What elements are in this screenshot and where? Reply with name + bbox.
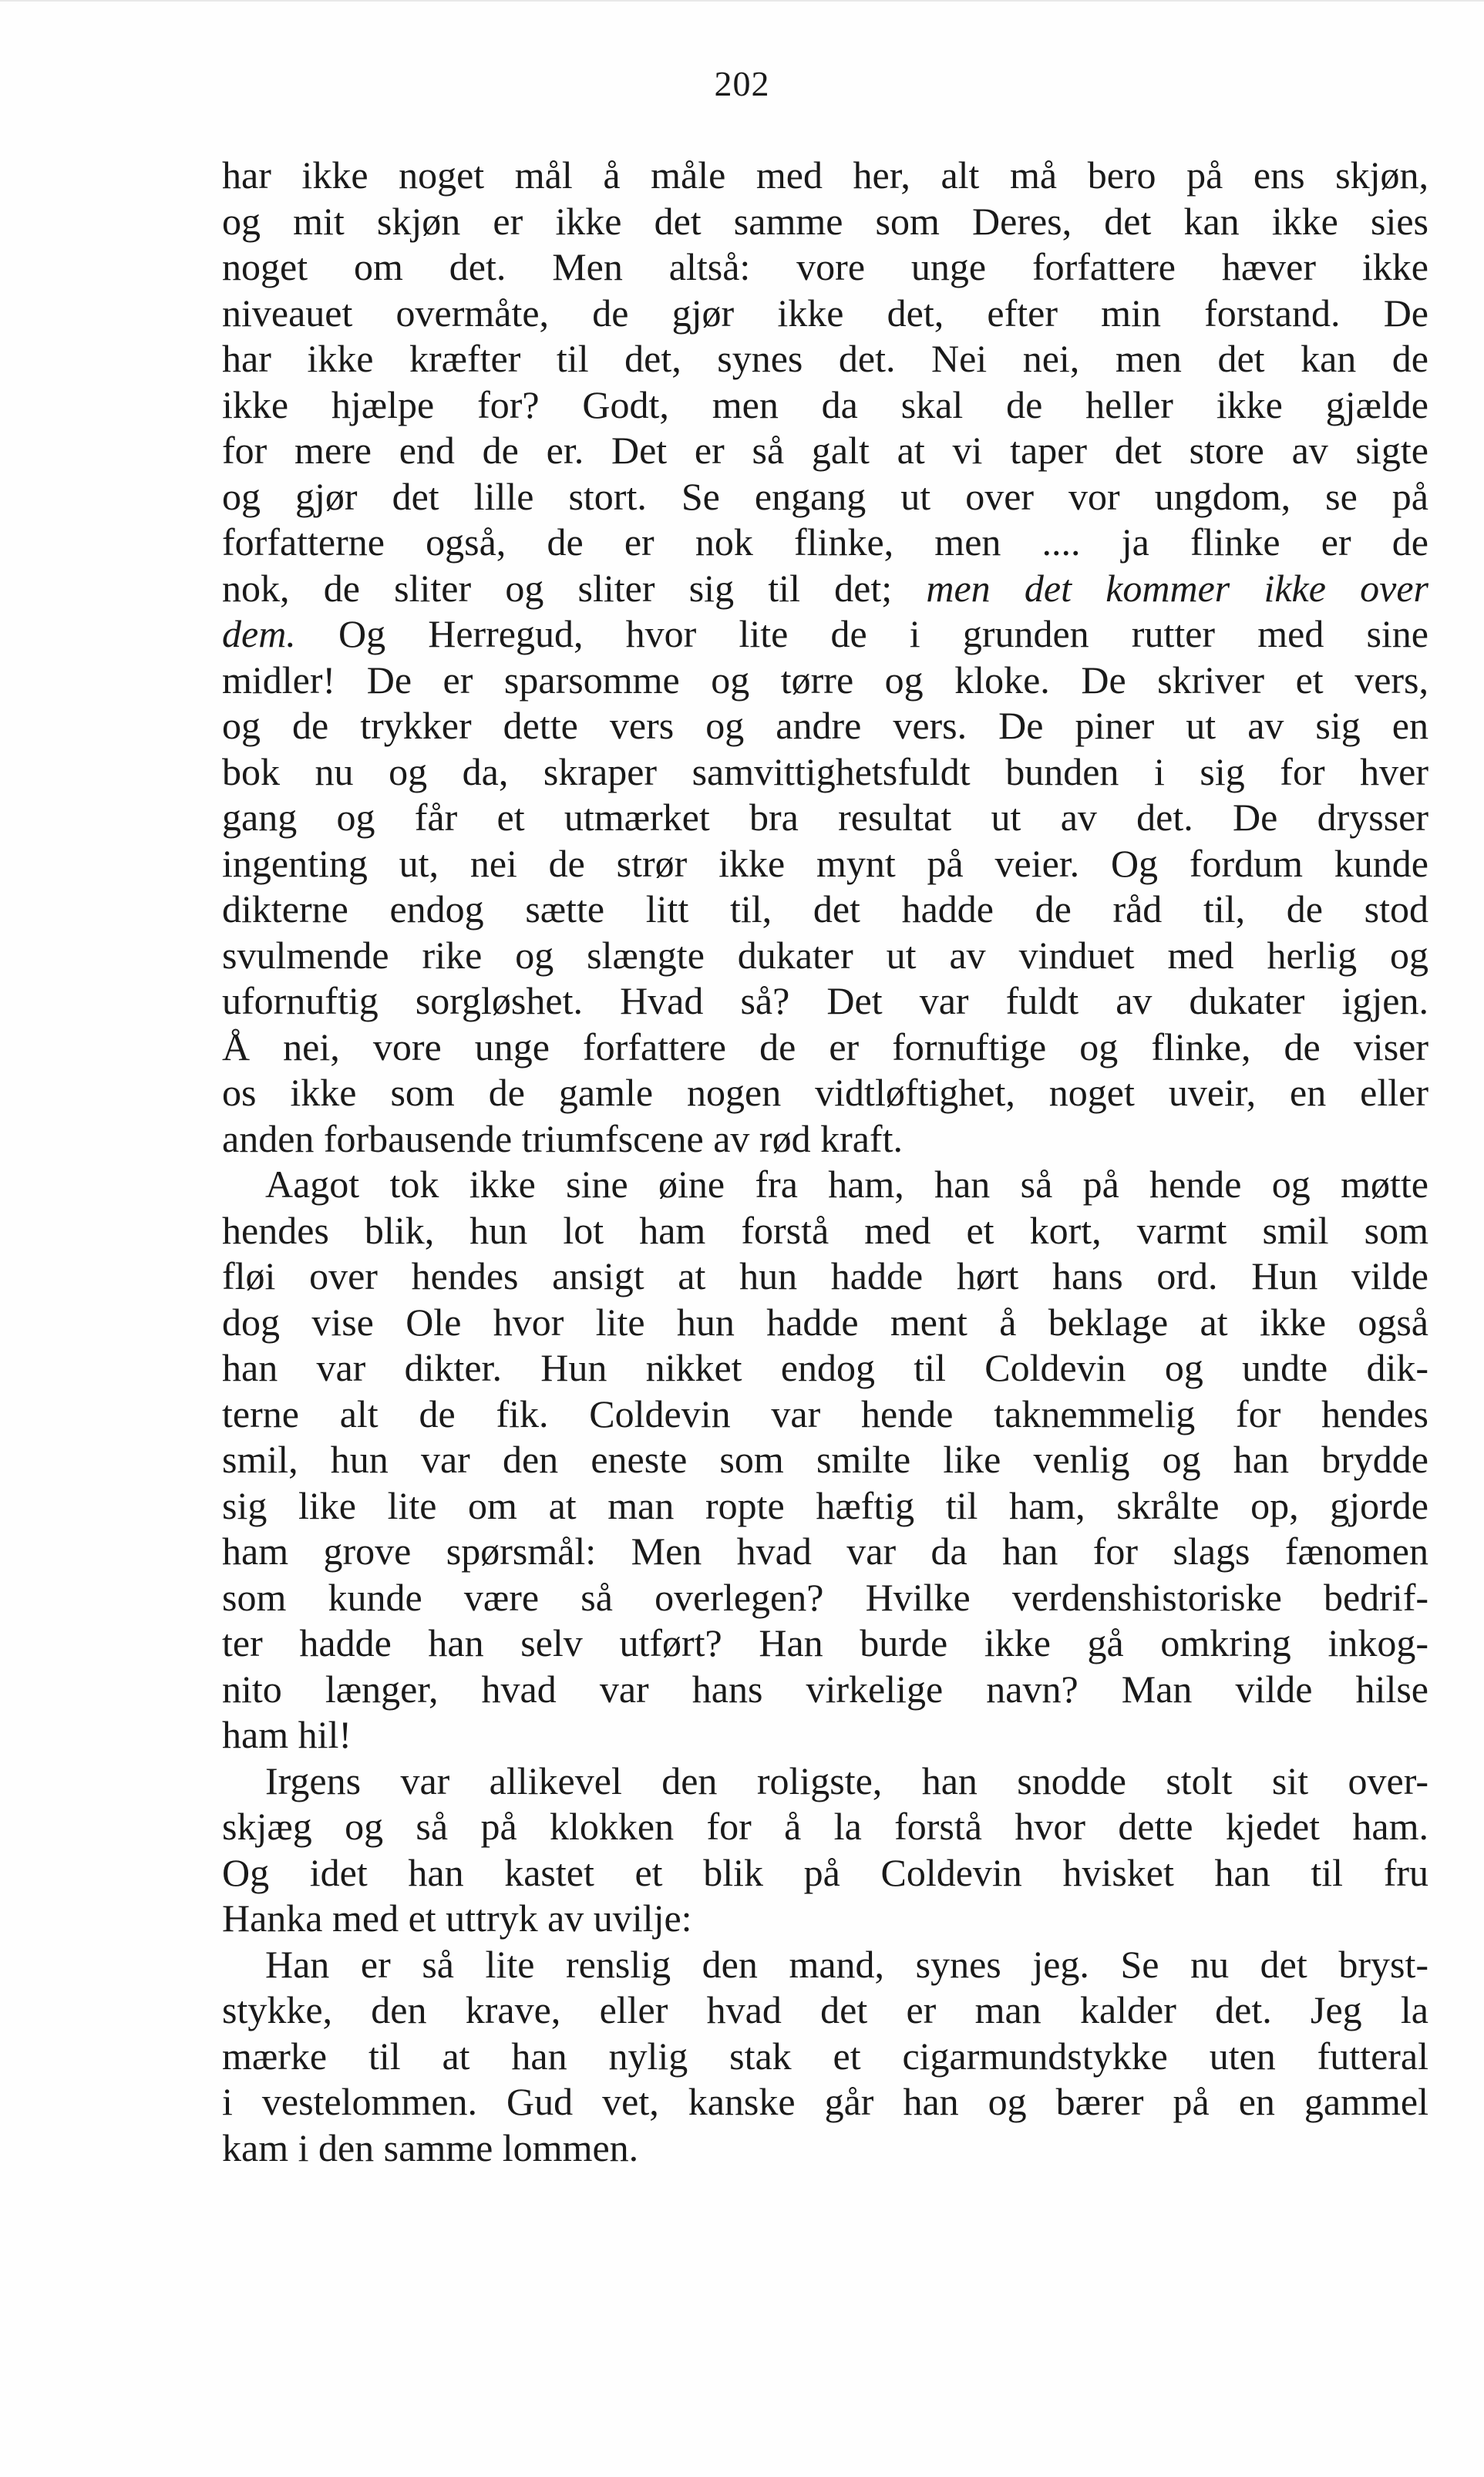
page-number: 202 (714, 64, 770, 103)
text-line (222, 2034, 1428, 2080)
text-segment: ham hil! (222, 1713, 352, 1756)
text-segment: smil, hun var den eneste som smilte like venlig og han brydde (222, 1438, 1428, 1481)
text-line (222, 1758, 1428, 1805)
text-line (222, 978, 1428, 1025)
text-segment: os ikke som de gamle nogen vidtløftighet, noget uveir, en eller (222, 1071, 1428, 1114)
italic-text: dem. (222, 612, 296, 655)
text-segment: Og idet han kastet et blik på Coldevin hvisket han til fru (222, 1850, 1428, 1894)
text-segment: dog vise Ole hvor lite hun hadde ment å beklage at ikke også (222, 1300, 1428, 1344)
text-line (222, 749, 1428, 796)
text-line (222, 1300, 1428, 1346)
text-line (222, 291, 1428, 337)
text-segment: ham grove spørsmål: Men hvad var da han for slags fænomen (222, 1530, 1428, 1573)
text-segment: ufornuftig sorgløshet. Hvad så? Det var fuldt av dukater igjen. (222, 979, 1428, 1022)
text-segment: Hanka med et uttryk av uvilje: (222, 1896, 692, 1940)
text-segment: Irgens var allikevel den roligste, han snodde stolt sit over- (265, 1758, 1428, 1802)
text-segment: skjæg og så på klokken for å la forstå hvor dette kjedet ham. (222, 1805, 1428, 1848)
text-line (222, 1254, 1428, 1300)
text-segment: terne alt de fik. Coldevin var hende taknemmelig for hendes (222, 1392, 1428, 1435)
text-line (222, 2125, 1428, 2172)
text-segment: svulmende rike og slængte dukater ut av vinduet med herlig og (222, 933, 1428, 977)
text-segment: forfatterne også, de er nok flinke, men .... ja flinke er de (222, 520, 1428, 564)
text-line (222, 244, 1428, 291)
text-segment: gang og får et utmærket bra resultat ut av det. De drysser (222, 796, 1428, 839)
paragraph (222, 1758, 1428, 1942)
text-segment: nito længer, hvad var hans virkelige navn? Man vilde hilse (222, 1667, 1428, 1711)
text-segment: og gjør det lille stort. Se engang ut over vor ungdom, se på (222, 474, 1428, 518)
text-segment: ikke hjælpe for? Godt, men da skal de heller ikke gjælde (222, 382, 1428, 426)
paragraph (222, 153, 1428, 1162)
text-line (222, 520, 1428, 566)
text-segment: anden forbausende triumfscene av rød kraft. (222, 1116, 903, 1160)
text-line (222, 1345, 1428, 1392)
text-segment: niveauet overmåte, de gjør ikke det, efter min forstand. De (222, 291, 1428, 335)
text-line (222, 658, 1428, 704)
text-line (222, 1620, 1428, 1667)
text-segment: Aagot tok ikke sine øine fra ham, han så på hende og møtte (265, 1163, 1428, 1206)
text-segment: og mit skjøn er ikke det samme som Deres, det kan ikke sies (222, 199, 1428, 243)
paragraph (222, 1162, 1428, 1758)
text-line (222, 933, 1428, 979)
text-segment: mærke til at han nylig stak et cigarmundstykke uten futteral (222, 2034, 1428, 2078)
text-line (222, 1208, 1428, 1254)
text-line (222, 1987, 1428, 2034)
text-line (222, 841, 1428, 887)
text-line (222, 1850, 1428, 1896)
text-line (222, 382, 1428, 429)
text-line (222, 474, 1428, 520)
text-line (222, 1116, 1428, 1163)
text-line (222, 336, 1428, 382)
text-segment: bok nu og da, skraper samvittighetsfuldt bunden i sig for hver (222, 749, 1428, 793)
text-line (222, 611, 1428, 658)
text-segment: Og Herregud, hvor lite de i grunden rutter med sine (295, 612, 1428, 655)
text-segment: fløi over hendes ansigt at hun hadde hørt hans ord. Hun vilde (222, 1254, 1428, 1297)
paragraph (222, 1942, 1428, 2172)
text-segment: Han er så lite renslig den mand, synes jeg. Se nu det bryst- (265, 1942, 1428, 1986)
text-line (222, 428, 1428, 474)
text-segment: han var dikter. Hun nikket endog til Coldevin og undte dik- (222, 1346, 1428, 1389)
text-segment: har ikke noget mål å måle med her, alt må bero på ens skjøn, (222, 153, 1428, 197)
text-segment: midler! De er sparsomme og tørre og kloke. De skriver et vers, (222, 658, 1428, 702)
text-segment: noget om det. Men altså: vore unge forfattere hæver ikke (222, 245, 1428, 288)
body-text (222, 153, 1428, 2171)
text-segment: i vestelommen. Gud vet, kanske går han og bærer på en gammel (222, 2080, 1428, 2123)
text-line (222, 153, 1428, 199)
text-line (222, 1483, 1428, 1530)
text-line (222, 1070, 1428, 1116)
text-line (222, 1392, 1428, 1438)
text-line (222, 1942, 1428, 1988)
text-line (222, 795, 1428, 841)
text-segment: dikterne endog sætte litt til, det hadde de råd til, de stod (222, 887, 1428, 931)
text-segment: ingenting ut, nei de strør ikke mynt på veier. Og fordum kunde (222, 841, 1428, 885)
text-segment: Å nei, vore unge forfattere de er fornuftige og flinke, de viser (222, 1025, 1428, 1069)
text-line (222, 199, 1428, 245)
text-line (222, 1437, 1428, 1483)
text-line (222, 1162, 1428, 1208)
text-line (222, 1025, 1428, 1071)
text-line (222, 1804, 1428, 1850)
text-line (222, 566, 1428, 612)
text-line (222, 1667, 1428, 1713)
text-segment: nok, de sliter og sliter sig til det; (222, 566, 927, 610)
text-segment: kam i den samme lommen. (222, 2125, 639, 2169)
text-segment: som kunde være så overlegen? Hvilke verdenshistoriske bedrif- (222, 1575, 1428, 1619)
text-segment: for mere end de er. Det er så galt at vi taper det store av sigte (222, 429, 1428, 472)
text-line (222, 1575, 1428, 1621)
text-segment: hendes blik, hun lot ham forstå med et kort, varmt smil som (222, 1208, 1428, 1252)
text-line (222, 1529, 1428, 1575)
text-segment: sig like lite om at man ropte hæftig til ham, skrålte op, gjorde (222, 1483, 1428, 1527)
text-segment: har ikke kræfter til det, synes det. Nei nei, men det kan de (222, 337, 1428, 380)
text-line (222, 703, 1428, 749)
text-line (222, 1712, 1428, 1758)
text-line (222, 887, 1428, 933)
text-segment: ter hadde han selv utført? Han burde ikke gå omkring inkog- (222, 1621, 1428, 1664)
text-line (222, 2079, 1428, 2125)
text-segment: og de trykker dette vers og andre vers. De piner ut av sig en (222, 704, 1428, 747)
italic-text: men det kommer ikke over (926, 566, 1428, 610)
text-segment: stykke, den krave, eller hvad det er man kalder det. Jeg la (222, 1988, 1428, 2031)
text-line (222, 1896, 1428, 1942)
